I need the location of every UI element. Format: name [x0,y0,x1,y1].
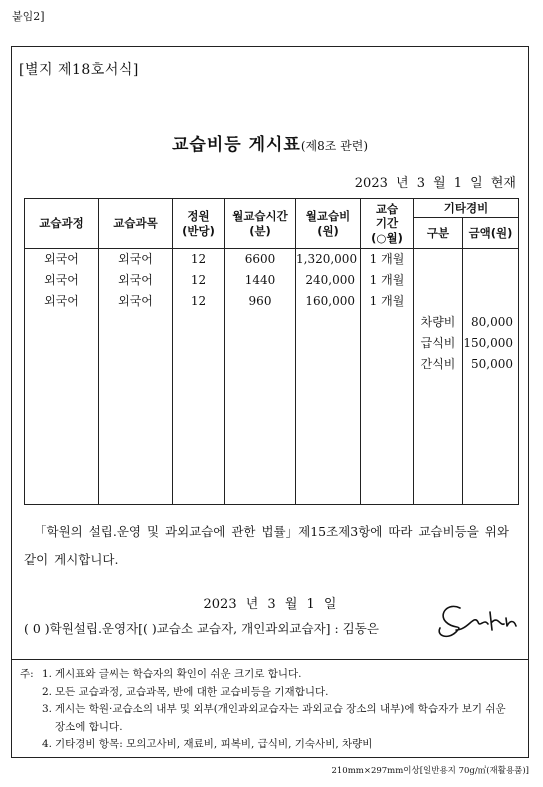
column-capacity [173,249,225,505]
as-of-date: 2023 년 3 월 1 일 현재 [354,176,516,191]
notice-form [11,46,529,758]
note-item [42,736,528,754]
fee-cell: 160,000 [305,294,355,308]
column-fee [296,249,361,505]
header-minutes-line1: 월교습시간 [232,209,288,224]
course-cell: 외국어 [44,273,79,287]
period-cell: 1 개월 [369,252,405,266]
header-other-amount: 금액(원) [463,218,519,249]
note-item [42,701,528,736]
operator-line: ( 0 )학원설립.운영자[( )교습소 교습자, 개인과외교습자] : 김동은 [24,621,379,636]
subject-cell: 외국어 [118,294,153,308]
other-type-cell: 차량비 [420,315,456,329]
note-text: 기타경비 항목: 모의고사비, 재료비, 피복비, 급식비, 기숙사비, 차량비 [55,738,373,750]
header-monthly-fee [296,199,361,249]
fee-cell: 1,320,000 [296,252,358,266]
header-subject: 교습과목 [99,199,173,249]
header-fee-line1: 월교습비 [305,209,351,224]
note-number: 3. [42,703,53,715]
minutes-cell: 960 [248,294,272,308]
header-period-line2: 기간 [375,216,399,231]
header-period-line1: 교습 [375,201,399,216]
note-text: 게시는 학원·교습소의 내부 및 외부(개인과외교습자는 과외교습 장소의 내부)에 학습자가 보기 쉬운 장소에 합니다. [55,703,506,733]
note-text: 게시표와 글씨는 학습자의 확인이 쉬운 크기로 합니다. [55,668,302,680]
note-text: 모든 교습과정, 교습과목, 반에 대한 교습비등을 기재합니다. [55,685,329,698]
column-other-amount [463,249,519,505]
form-number: [별지 제18호서식] [19,62,139,78]
column-subject [99,249,173,505]
column-period [361,249,414,505]
subject-cell: 외국어 [118,273,153,287]
header-capacity-line2: (반당) [182,223,215,238]
form-title [12,130,528,155]
course-cell: 외국어 [44,252,79,266]
legal-statement: 「학원의 설립.운영 및 과외교습에 관한 법률」제15조제3항에 따라 교습비등을 위와 같이 게시합니다. [24,524,509,567]
note-item [42,666,528,684]
column-course [25,249,99,505]
header-capacity [173,199,225,249]
handwritten-signature [434,600,518,642]
other-amount-cell: 80,000 [471,315,513,329]
notes-list [12,666,528,754]
title-text: 교습비등 게시표 [171,135,301,155]
column-minutes [225,249,296,505]
paper-spec: 210mm×297mm이상[일반용지 70g/㎡(재활용품)] [331,766,529,776]
period-cell: 1 개월 [369,294,405,308]
note-item [42,684,528,702]
header-capacity-line1: 정원 [187,209,210,224]
capacity-cell: 12 [190,252,207,266]
subject-cell: 외국어 [118,252,153,266]
note-number: 1. [42,668,53,680]
header-minutes-line2: (분) [249,223,271,238]
period-cell: 1 개월 [369,273,405,287]
header-other-type: 구분 [414,218,463,249]
note-number: 2. [42,685,53,698]
header-period [361,199,414,249]
other-amount-cell: 150,000 [463,336,513,350]
fee-table [24,198,519,505]
header-fee-line2: (원) [317,223,339,238]
attachment-label: 붙임2] [12,10,45,23]
other-type-cell: 급식비 [420,336,456,350]
header-period-line3: (○월) [371,230,403,245]
notes-lead: 주: [20,668,34,680]
capacity-cell: 12 [190,273,207,287]
signature-date: 2023 년 3 월 1 일 [203,597,337,612]
fee-cell: 240,000 [305,273,355,287]
capacity-cell: 12 [190,294,207,308]
header-course: 교습과정 [25,199,99,249]
other-amount-cell: 50,000 [471,357,513,371]
title-note: (제8조 관련) [300,139,369,153]
notes-section [12,659,528,757]
header-other-expenses: 기타경비 [414,199,519,218]
other-type-cell: 간식비 [420,357,456,371]
course-cell: 외국어 [44,294,79,308]
minutes-cell: 1440 [244,273,276,287]
column-other-type [414,249,463,505]
header-monthly-minutes [225,199,296,249]
minutes-cell: 6600 [244,252,276,266]
note-number: 4. [42,738,53,750]
